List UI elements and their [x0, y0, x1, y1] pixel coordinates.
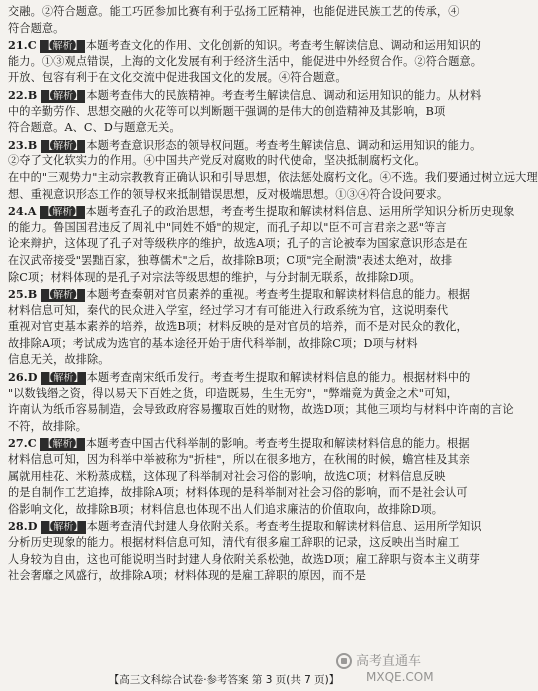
line-text: 本题考查文化的作用、文化创新的知识。考查考生解读信息、调动和运用知识的	[85, 39, 481, 53]
line-text: 本题考查孔子的政治思想，考查考生提取和解读材料信息、运用所学知识分析历史现象	[85, 205, 515, 219]
line-text: 重视对官吏基本素养的培养，故选B项；材料反映的是对官员的培养，而不是对民众的教化，	[8, 320, 468, 334]
watermark-text: 高考直通车	[356, 654, 422, 669]
line-text: 本题考查伟大的民族精神。考查考生解读信息、调动和运用知识的能力。从材料	[86, 88, 482, 102]
answer-text-line	[8, 352, 440, 369]
line-text: 本题考查秦朝对官员素养的重视。考查考生提取和解读材料信息的能力。根据	[86, 288, 471, 302]
answer-item-first-line	[8, 369, 471, 386]
page-footer: 【高三文科综合试卷·参考答案 第 3 页(共 7 页)】	[108, 674, 340, 686]
line-text: 开放、包容有利于在文化交流中促进我国文化的发展。④符合题意。	[8, 71, 347, 85]
line-text: 中的辛勤劳作、思想交融的火花等可以判断题干强调的是伟大的创造精神及其影响，B项	[8, 104, 446, 118]
line-text: 想、重视意识形态工作的领导权来抵制错误思想，反对极端思想。①③④符合设问要求。	[8, 187, 449, 201]
line-text: 在汉武帝接受"罢黜百家，独尊儒术"之后，故排除B项；C项"完全耐溃"表述太绝对，故排	[8, 253, 453, 267]
line-text: 在中的"三观势力"主动宗教教育正确认识和引导思想，依法惩处腐朽文化。④不选。我们要通过树立远大理	[8, 170, 538, 184]
answer-number: 26.D	[8, 370, 38, 385]
line-text: 除C项；材料体现的是孔子对宗法等级思想的维护，与分封制无联系，故排除D项。	[8, 270, 421, 284]
answer-text-line	[8, 535, 460, 552]
line-text: 俗影响文化，故排除B项；材料信息也体现不出人们追求廉洁的价值取向，故排除D项。	[8, 502, 444, 516]
answer-text-line	[8, 303, 449, 320]
answer-number: 24.A	[8, 204, 37, 219]
line-text: 不符，故排除。	[8, 419, 88, 433]
answer-number: 23.B	[8, 137, 38, 152]
answer-text-line	[8, 236, 468, 253]
line-text: 故排除A项；考试成为选官的基本途径开始于唐代科举制，故排除C项；D项与材料	[8, 336, 418, 350]
line-text: 本题考查中国古代科举制的影响。考查考生提取和解读材料信息的能力。根据	[85, 437, 470, 451]
line-text: 材料信息可知，秦代的民众进入学室，经过学习才有可能进入行政系统为官，这说明秦代	[8, 303, 449, 317]
line-text: 论来辩护，这体现了孔子对等级秩序的维护，故选A项；孔子的言论被奉为国家意识形态是在	[8, 237, 468, 251]
analysis-tag: 【解析】	[42, 290, 84, 302]
answer-text-line	[8, 104, 446, 121]
answer-number: 28.D	[8, 519, 38, 534]
answer-item-first-line	[8, 518, 482, 535]
line-text: "以数钱缗之资，得以易天下百姓之货，印造既易，生生无穷"，"弊端竟为黄金之术"可知，	[8, 386, 458, 400]
answer-text-line	[8, 552, 480, 569]
line-text: 人身较为自由，这也可能说明当时封建人身依附关系松弛，故选D项；雇工辞职与资本主义萌芽	[8, 552, 480, 566]
answer-text-line	[8, 70, 440, 87]
answer-text-line	[8, 402, 514, 419]
line-text: ②夺了文化软实力的作用。④中国共产党反对腐败的时代使命，坚决抵制腐朽文化。	[8, 154, 426, 168]
analysis-tag: 【解析】	[42, 41, 83, 53]
analysis-tag: 【解析】	[42, 207, 83, 219]
answer-number: 27.C	[8, 436, 37, 451]
answer-text-line	[8, 170, 538, 187]
analysis-tag: 【解析】	[42, 90, 84, 102]
answer-text-line	[8, 419, 440, 436]
line-text: 的能力。鲁国国君违反了周礼中"同姓不婚"的规定，而孔子却以"臣不可言君亲之恶"等言	[8, 220, 447, 234]
analysis-tag: 【解析】	[42, 140, 84, 152]
answer-text-line	[8, 4, 460, 21]
line-text: 属就用桂花、米粉蒸成糕，这体现了科举制对社会习俗的影响，故选C项；材料信息反映	[8, 469, 446, 483]
answer-item-first-line	[8, 286, 471, 303]
answer-item-first-line	[8, 37, 481, 54]
answer-item-first-line	[8, 203, 515, 220]
answer-text-body	[8, 4, 538, 585]
answer-text-line	[8, 336, 440, 353]
line-text: 本题考查意识形态的领导权问题。考查考生解读信息、调动和运用知识的能力。	[86, 138, 482, 152]
line-text: 社会奢靡之风盛行，故排除A项；材料体现的是雇工辞职的原因，而不是	[8, 569, 367, 583]
analysis-tag: 【解析】	[43, 373, 84, 385]
answer-text-line	[8, 220, 447, 237]
line-text: 能力。①③观点错误，上海的文化发展有利于经济生活中，能促进中外经贸合作。②符合题意。	[8, 54, 483, 68]
answer-number: 25.B	[8, 287, 38, 302]
answer-number: 21.C	[8, 38, 37, 53]
answer-item-first-line	[8, 435, 470, 452]
line-text: 符合题意。A、C、D与题意无关。	[8, 121, 181, 135]
answer-text-line	[8, 319, 468, 336]
answer-text-line	[8, 21, 440, 38]
answer-text-line	[8, 187, 449, 204]
answer-item-first-line	[8, 137, 482, 154]
line-text: 交融。②符合题意。能工巧匠参加比赛有利于弘扬工匠精神，也能促进民族工艺的传承，④	[8, 5, 460, 18]
line-text: 许南认为纸币容易制造，会导致政府容易攫取百姓的财物，故选D项；其他三项均与材料中许南的言论	[8, 403, 514, 417]
answer-text-line	[8, 452, 470, 469]
watermark-url: MXQE.COM	[366, 670, 434, 684]
answer-text-line	[8, 469, 446, 486]
line-text: 信息无关，故排除。	[8, 353, 110, 367]
answer-text-line	[8, 386, 458, 403]
answer-item-first-line	[8, 87, 482, 104]
line-text: 本题考查南宋纸币发行。考查考生提取和解读材料信息的能力。根据材料中的	[86, 371, 471, 385]
line-text: 本题考查清代封建人身依附关系。考查考生提取和解读材料信息、运用所学知识	[86, 520, 482, 534]
line-text: 材料信息可知，因为科举中举被称为"折桂"，所以在很多地方，在秋闱的时候，蟾宫桂及其亲	[8, 453, 470, 467]
answer-text-line	[8, 485, 468, 502]
answer-text-line	[8, 568, 440, 585]
answer-text-line	[8, 502, 444, 519]
answer-text-line	[8, 270, 440, 287]
answer-text-line	[8, 153, 440, 170]
answer-number: 22.B	[8, 87, 38, 102]
line-text: 符合题意。	[8, 21, 65, 35]
analysis-tag: 【解析】	[42, 439, 83, 451]
answer-text-line	[8, 120, 440, 137]
answer-text-line	[8, 253, 453, 270]
answer-text-line	[8, 54, 483, 71]
analysis-tag: 【解析】	[43, 522, 84, 534]
line-text: 分析历史现象的能力。根据材料信息可知，清代有很多雇工辞职的记录，这反映出当时雇工	[8, 536, 460, 549]
line-text: 的是自制作工艺追捧，故排除A项；材料体现的是科举制对社会习俗的影响，而不是社会认可	[8, 486, 468, 500]
